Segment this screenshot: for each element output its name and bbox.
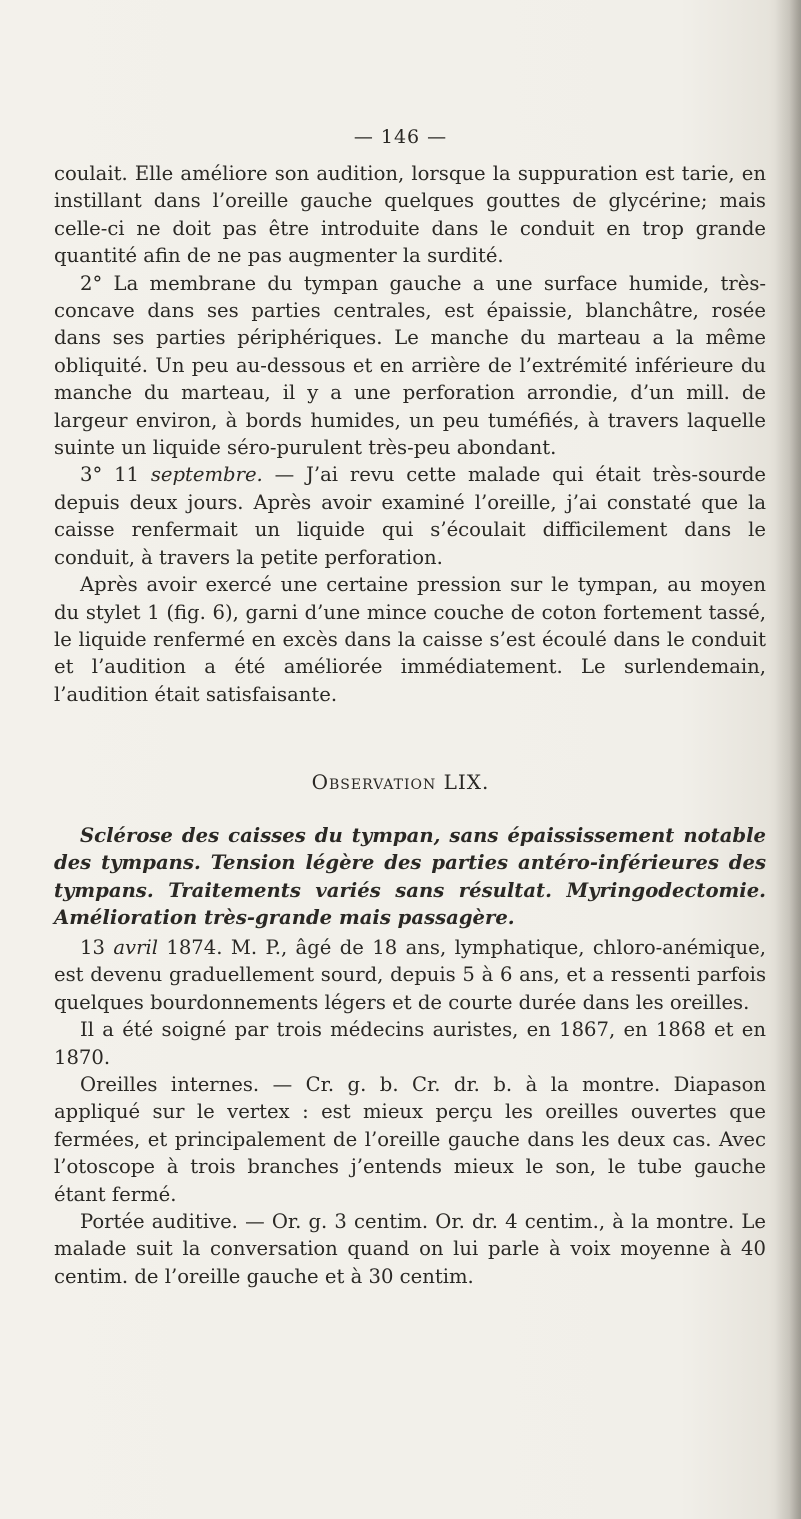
- p1-rest: 1874. M. P., âgé de 18 ans, lymphatique, chloro-anémique, est devenu graduellement sourd, depuis 5 à 6 ans, et a ressenti parfois quelques bourdonnements légers et de courte durée dans les oreilles.: [54, 936, 766, 1014]
- paragraph-audition: coulait. Elle améliore son audition, lorsque la suppuration est tarie, en instillant dans l’oreille gauche quelques gouttes de glycérine; mais celle-ci ne doit pas être introduite dans le conduit en trop grande quantité afin de ne pas augmenter la surdité.: [54, 162, 766, 268]
- paragraph-april: [54, 934, 766, 1016]
- paragraph-hearing-range: Portée auditive. — Or. g. 3 centim. Or. dr. 4 centim., à la montre. Le malade suit la conversation quand on lui parle à voix moyenne à 40 centim. de l’oreille gauche et à 30 centim.: [54, 1210, 766, 1288]
- observation-summary: Sclérose des caisses du tympan, sans épaississement notable des tympans. Tension légère des parties antéro-inférieures des tympans. Traitements variés sans résultat. Myringodectomie. Amélioration très-grande mais passagère.: [54, 824, 766, 930]
- p3-rest: — J’ai revu cette malade qui était très-sourde depuis deux jours. Après avoir examiné l’oreille, j’ai constaté que la caisse renfermait un liquide qui s’écoulait difficilement dans le conduit, à travers la petite perforation.: [54, 463, 766, 569]
- paragraph-stylet: Après avoir exercé une certaine pression sur le tympan, au moyen du stylet 1 (fig. 6), garni d’une mince couche de coton fortement tassé, le liquide renfermé en excès dans la caisse s’est écoulé dans le conduit et l’audition a été améliorée immédiatement. Le surlendemain, l’audition était satisfaisante.: [54, 573, 766, 706]
- paragraph-doctors: Il a été soigné par trois médecins auristes, en 1867, en 1868 et en 1870.: [54, 1018, 766, 1069]
- page-edge-shadow: [775, 0, 801, 1519]
- paragraph-september: [54, 461, 766, 571]
- p1-date: avril: [113, 936, 158, 959]
- p3-date: septembre.: [150, 463, 263, 487]
- paragraph-internal-ears: Oreilles internes. — Cr. g. b. Cr. dr. b. à la montre. Diapason appliqué sur le vertex : est mieux perçu les oreilles ouvertes que fermées, et principalement de l’oreille gauche dans les deux cas. Avec l’otoscope à trois branches j’entends mieux le son, le tube gauche étant fermé.: [54, 1073, 766, 1206]
- p3-lead: 3° 11: [80, 463, 151, 487]
- observation-title: Observation LIX.: [311, 770, 490, 794]
- page-number: — 146 —: [353, 126, 448, 148]
- text-block-continued: [54, 160, 766, 708]
- text-block-observation: [54, 934, 766, 1290]
- p1-lead: 13: [80, 936, 114, 959]
- paragraph-membrane: 2° La membrane du tympan gauche a une surface humide, très-concave dans ses parties centrales, est épaissie, blanchâtre, rosée dans ses parties périphériques. Le manche du marteau a la même obliquité. Un peu au-dessous et en arrière de l’extrémité inférieure du manche du marteau, il y a une perforation arrondie, d’un mill. de largeur environ, à bords humides, un peu tuméfiés, à travers laquelle suinte un liquide séro-purulent très-peu abondant.: [54, 271, 766, 460]
